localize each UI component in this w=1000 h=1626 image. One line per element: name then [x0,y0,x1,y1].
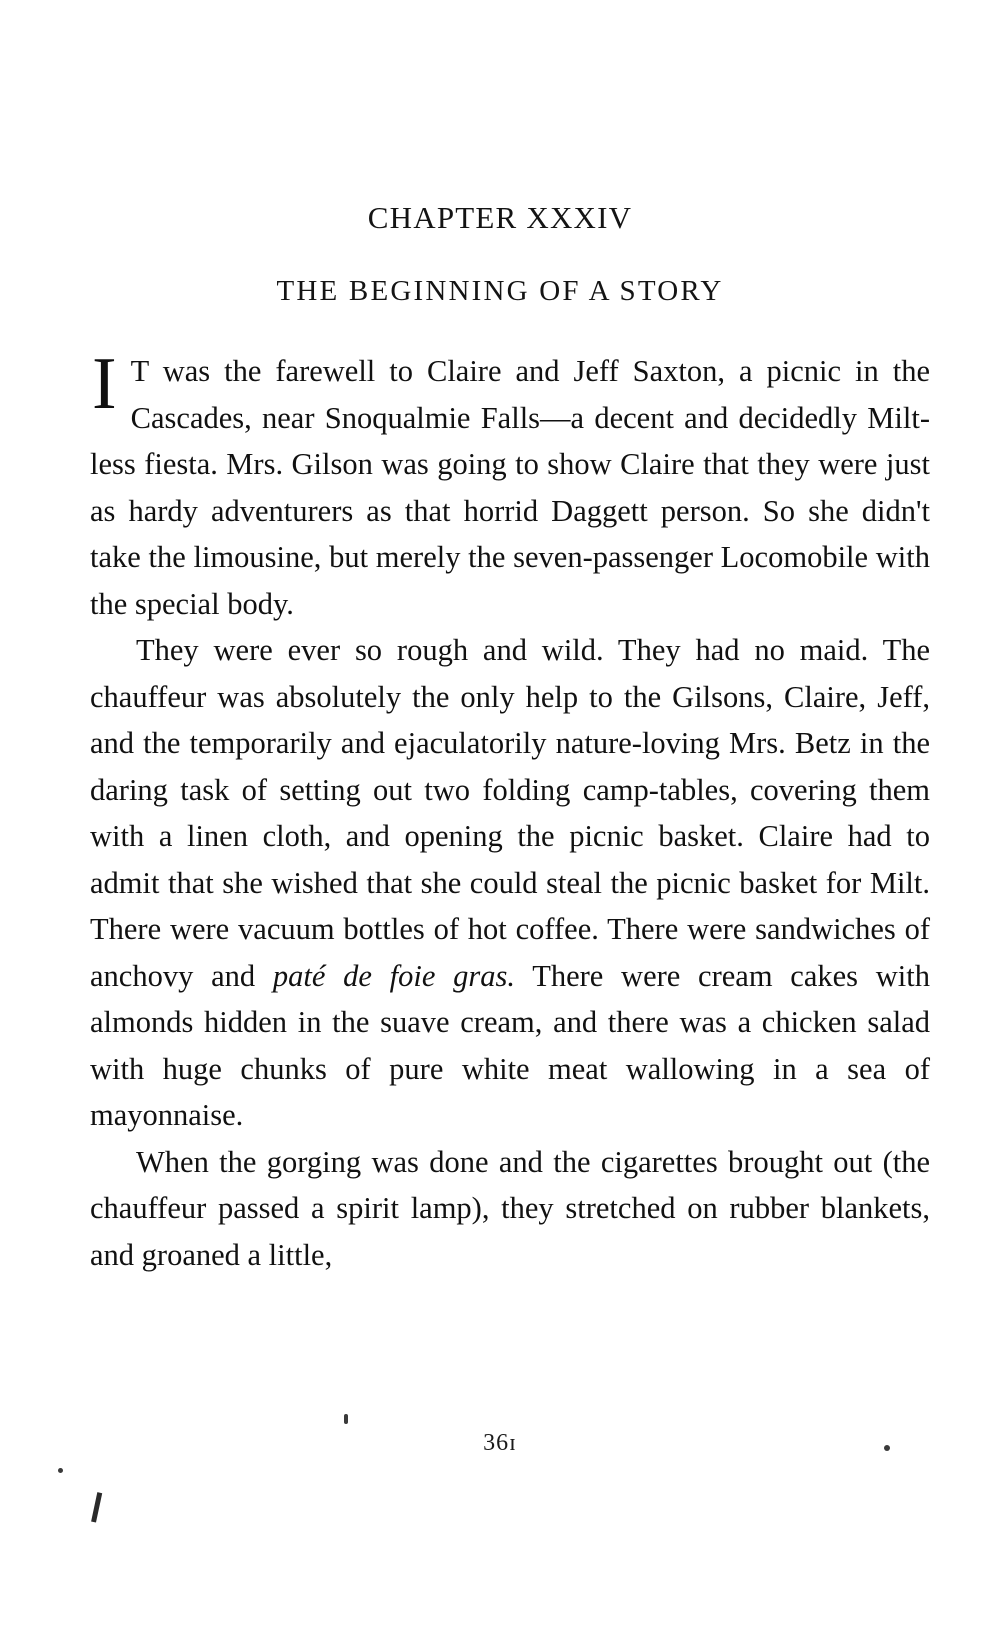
chapter-number: CHAPTER XXXIV [367,200,633,235]
chapter-title: THE BEGINNING OF A STORY [276,275,724,307]
paragraph-1-text: T was the farewell to Claire and Jeff Saxton, a picnic in the Cascades, near Snoqualmie Falls—a decent and decidedly Milt-less fiesta. Mrs. Gilson was going to show Claire that they were just as hardy adventurers as that horrid Daggett person. So she didn't take the limousine, but merely the seven-passenger Locomobile with the special body. [90,354,930,621]
paragraph-2-text-part2: There were cream cakes with almonds hidden in the suave cream, and there was a chicken salad with huge chunks of pure white meat wallowing in a sea of mayonnaise. [90,958,930,1132]
drop-cap: I [92,343,117,425]
page-number: 36ɪ [483,1430,517,1456]
paragraph-2-italic-phrase: paté de foie gras. [272,958,515,993]
paragraph-1 [90,343,930,627]
paragraph-3-text: When the gorging was done and the cigarettes brought out (the chauffeur passed a spirit lamp), they stretched on rubber blankets, and groaned a little, [90,1144,930,1272]
scan-speck-icon [344,1414,348,1424]
scan-speck-icon [884,1445,890,1451]
paragraph-2 [90,627,930,1139]
scan-speck-icon [58,1468,63,1473]
paragraph-3 [90,1139,930,1279]
body-text [90,343,930,1278]
scan-mark-icon: ❙ [81,1486,113,1525]
paragraph-2-text-part1: They were ever so rough and wild. They had no maid. The chauffeur was absolutely the only help to the Gilsons, Claire, Jeff, and the temporarily and ejaculatorily nature-loving Mrs. Betz in the daring task of setting out two folding camp-tables, covering them with a linen cloth, and opening the picnic basket. Claire had to admit that she wished that she could steal the picnic basket for Milt. There were vacuum bottles of hot coffee. There were sandwiches of anchovy and [90,633,930,993]
